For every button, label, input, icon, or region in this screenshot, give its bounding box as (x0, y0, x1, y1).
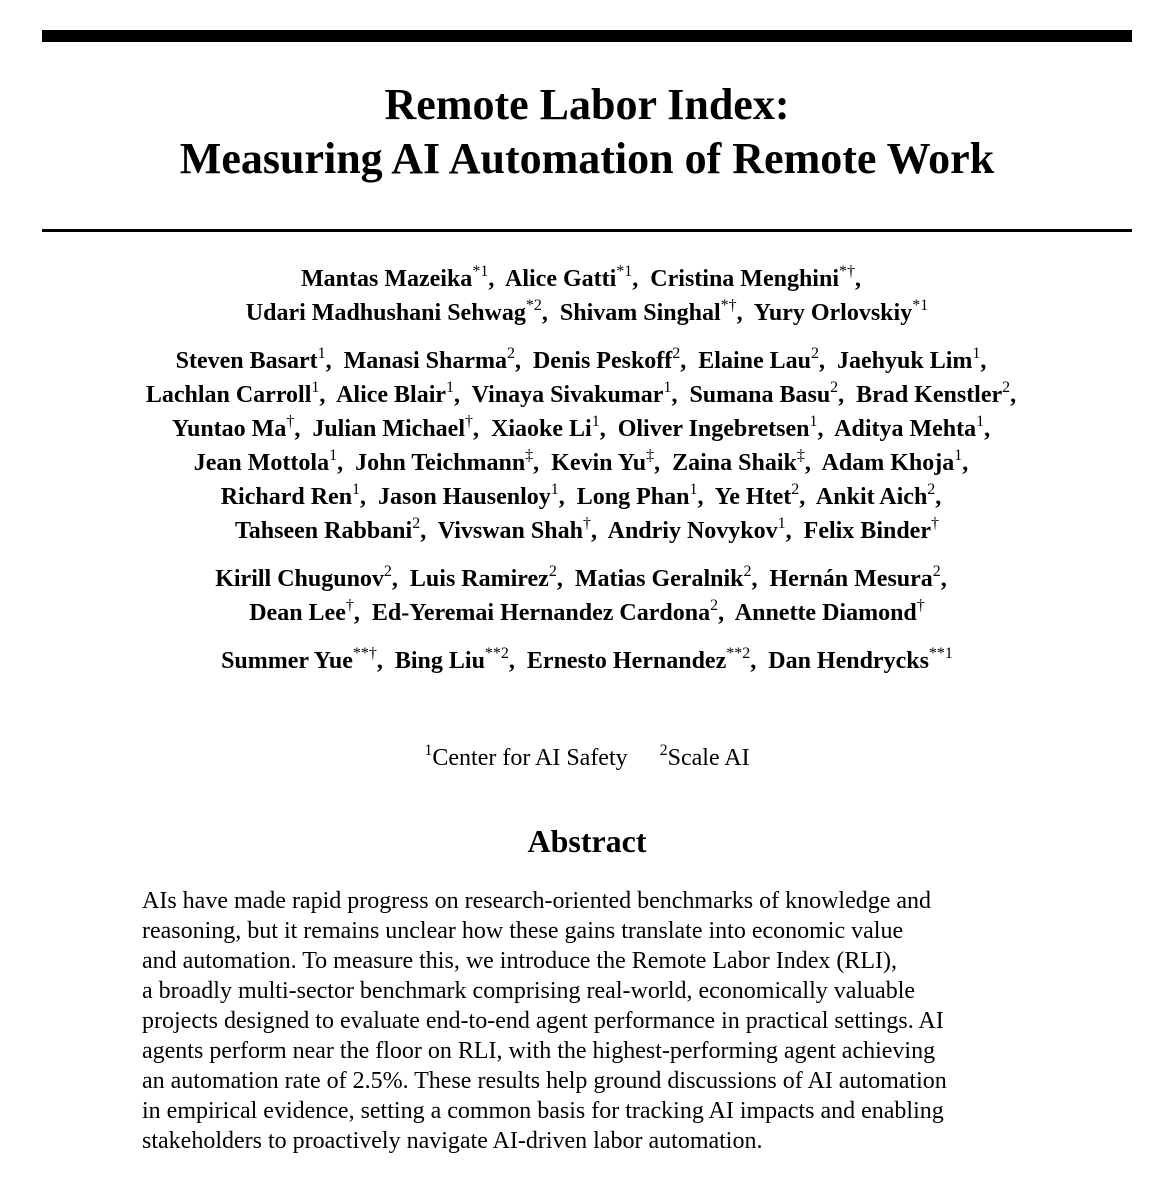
author-name: Alice Blair (336, 382, 447, 408)
author-affiliation-mark: 2 (548, 563, 557, 580)
author-separator: , (962, 450, 981, 476)
author-name: Elaine Lau (698, 348, 811, 374)
author (394, 645, 509, 674)
author (471, 379, 672, 408)
author-separator: , (799, 484, 816, 510)
title-rule (42, 229, 1132, 232)
author-affiliation-mark: **1 (928, 645, 953, 662)
affiliation-mark: 2 (659, 742, 668, 759)
author (220, 481, 361, 510)
author-affiliation-mark: 1 (317, 345, 326, 362)
author-separator: , (680, 348, 699, 374)
author-affiliation-mark: 2 (710, 597, 719, 614)
author-separator: , (817, 416, 835, 442)
author (245, 297, 542, 326)
author (355, 447, 534, 476)
author-name: Jean Mottola (193, 450, 330, 476)
affiliation-name: Center for AI Safety (432, 745, 628, 771)
author-name: Lachlan Carroll (145, 382, 312, 408)
author-separator: , (473, 416, 491, 442)
author-affiliation-mark: *1 (616, 263, 633, 280)
author (505, 263, 633, 292)
author-name: Shivam Singhal (559, 300, 721, 326)
author-affiliation-mark: † (345, 597, 354, 614)
author-affiliation-mark: ‡ (646, 447, 655, 464)
author (714, 481, 800, 510)
abstract-line: projects designed to evaluate end-to-end agent performance in practical settings. AI (142, 1008, 944, 1034)
author-separator: , (533, 450, 552, 476)
author (803, 515, 939, 544)
author-name: Vivswan Shah (437, 518, 583, 544)
author-name: Matias Geralnik (574, 566, 744, 592)
author-affiliation-mark: † (582, 515, 591, 532)
author-name: Kevin Yu (551, 450, 647, 476)
author (249, 597, 354, 626)
author-separator: , (697, 484, 715, 510)
author-name: Richard Ren (220, 484, 353, 510)
author-separator: , (319, 382, 337, 408)
author-name: Ed-Yeremai Hernandez Cardona (371, 600, 711, 626)
author-separator: , (376, 648, 395, 674)
author-affiliation-mark: 1 (972, 345, 981, 362)
author-name: Adam Khoja (821, 450, 955, 476)
author (672, 447, 805, 476)
author-name: Brad Kenstler (856, 382, 1003, 408)
author-name: Cristina Menghini (650, 266, 839, 292)
author (193, 447, 338, 476)
author (491, 413, 600, 442)
author-name: Yuntao Ma (171, 416, 287, 442)
author-affiliation-mark: 2 (672, 345, 681, 362)
author-affiliation-mark: 2 (791, 481, 800, 498)
author-affiliation-mark: *† (838, 263, 855, 280)
abstract-line: an automation rate of 2.5%. These results help ground discussions of AI automation (142, 1068, 947, 1094)
author (856, 379, 1011, 408)
author-name: Ankit Aich (815, 484, 928, 510)
author (821, 447, 963, 476)
author-name: Jason Hausenloy (378, 484, 551, 510)
author-separator: , (838, 382, 857, 408)
abstract-line: AIs have made rapid progress on research-oriented benchmarks of knowledge and (142, 888, 932, 914)
author-affiliation-mark: † (465, 413, 473, 430)
author-name: Xiaoke Li (491, 416, 592, 442)
author-name: Alice Gatti (505, 266, 617, 292)
author-name: Julian Michael (312, 416, 465, 442)
author-separator: , (819, 348, 837, 374)
author-separator: , (420, 518, 438, 544)
author-name: Andriy Novykov (607, 518, 778, 544)
affiliation (659, 742, 750, 771)
author-affiliation-mark: *1 (472, 263, 489, 280)
author-separator: , (337, 450, 356, 476)
author-affiliation-mark: 1 (352, 481, 361, 498)
author (215, 563, 392, 592)
author-name: Vinaya Sivakumar (471, 382, 664, 408)
author-separator: , (590, 518, 608, 544)
author-separator: , (854, 266, 873, 292)
author-affiliation-mark: *1 (912, 297, 929, 314)
author-line (0, 344, 1174, 378)
author-affiliation-mark: *2 (525, 297, 542, 314)
author (650, 263, 855, 292)
author-name: Dean Lee (249, 600, 346, 626)
author (607, 515, 786, 544)
title-line-1: Remote Labor Index: (384, 80, 790, 129)
author-name: Oliver Ingebretsen (617, 416, 810, 442)
author (526, 645, 751, 674)
author-affiliation-mark: 2 (932, 563, 941, 580)
author (617, 413, 818, 442)
author-line (0, 644, 1174, 678)
author-separator: , (654, 450, 673, 476)
author-affiliation-mark: 1 (689, 481, 698, 498)
author (532, 345, 681, 374)
author-affiliation-mark: 1 (550, 481, 559, 498)
author (559, 297, 737, 326)
author-name: Dan Hendrycks (768, 648, 929, 674)
author (235, 515, 421, 544)
author-separator: , (325, 348, 344, 374)
author (145, 379, 320, 408)
author-name: Ernesto Hernandez (526, 648, 727, 674)
author-name: Bing Liu (394, 648, 485, 674)
author (576, 481, 698, 510)
paper-title (0, 78, 1174, 186)
author-name: Mantas Mazeika (301, 266, 473, 292)
author-line (0, 514, 1174, 548)
author-line (0, 446, 1174, 480)
author-name: Jaehyuk Lim (837, 348, 973, 374)
author (371, 597, 719, 626)
author (301, 263, 489, 292)
author (378, 481, 559, 510)
abstract-line: a broadly multi-sector benchmark comprising real-world, economically valuable (142, 978, 916, 1004)
abstract-line: stakeholders to proactively navigate AI-driven labor automation. (142, 1128, 763, 1154)
author-affiliation-mark: 1 (663, 379, 672, 396)
author-affiliation-mark: 1 (777, 515, 786, 532)
author (834, 413, 985, 442)
author (734, 597, 925, 626)
author-separator: , (984, 416, 1003, 442)
author (768, 645, 953, 674)
author-affiliation-mark: 2 (811, 345, 819, 362)
author (312, 413, 473, 442)
author-line (0, 480, 1174, 514)
author-name: Long Phan (576, 484, 690, 510)
author-name: Summer Yue (221, 648, 353, 674)
author-block (0, 262, 1174, 692)
author-name: Zaina Shaik (672, 450, 797, 476)
author-group (0, 344, 1174, 548)
author-separator: , (804, 450, 822, 476)
author-line (0, 378, 1174, 412)
author-name: Felix Binder (803, 518, 931, 544)
author-name: Tahseen Rabbani (235, 518, 413, 544)
author-separator: , (508, 648, 527, 674)
author-affiliation-mark: 2 (506, 345, 515, 362)
author-name: Denis Peskoff (532, 348, 673, 374)
author-affiliation-mark: 1 (976, 413, 985, 430)
author-name: Ye Htet (714, 484, 792, 510)
author-separator: , (558, 484, 577, 510)
author-affiliation-mark: 2 (383, 563, 392, 580)
author-separator: , (353, 600, 372, 626)
title-line-2: Measuring AI Automation of Remote Work (179, 134, 995, 183)
author-separator: , (935, 484, 954, 510)
author-line (0, 562, 1174, 596)
author-separator: , (1010, 382, 1029, 408)
author (837, 345, 981, 374)
author-name: John Teichmann (355, 450, 526, 476)
affiliation (424, 742, 628, 771)
author (171, 413, 295, 442)
author-affiliation-mark: **2 (484, 645, 509, 662)
author-affiliation-mark: 1 (809, 413, 818, 430)
author-line (0, 412, 1174, 446)
author-affiliation-mark: **2 (726, 645, 751, 662)
author (409, 563, 557, 592)
author (437, 515, 591, 544)
author-affiliation-mark: ‡ (525, 447, 534, 464)
author-affiliation-mark: 1 (446, 379, 455, 396)
abstract-line: reasoning, but it remains unclear how these gains translate into economic value (142, 918, 904, 944)
author-separator: , (940, 566, 959, 592)
author (343, 345, 515, 374)
author-affiliation-mark: 1 (591, 413, 600, 430)
author (336, 379, 455, 408)
author (753, 297, 929, 326)
author (221, 645, 377, 674)
abstract-line: in empirical evidence, setting a common basis for tracking AI impacts and enabling (142, 1098, 944, 1124)
author-separator: , (556, 566, 575, 592)
author-name: Hernán Mesura (769, 566, 933, 592)
author-separator: , (785, 518, 804, 544)
author-group (0, 262, 1174, 330)
abstract-body (142, 886, 1042, 1156)
author-name: Aditya Mehta (834, 416, 977, 442)
affiliation-mark: 1 (424, 742, 433, 759)
author-line (0, 596, 1174, 630)
author-separator: , (391, 566, 410, 592)
author-affiliation-mark: 2 (830, 379, 839, 396)
author-name: Kirill Chugunov (215, 566, 384, 592)
author-separator: , (454, 382, 472, 408)
author-separator: , (360, 484, 379, 510)
author-affiliation-mark: **† (352, 645, 377, 662)
author-affiliation-mark: *† (720, 297, 737, 314)
author-separator: , (736, 300, 754, 326)
affiliation-name: Scale AI (667, 745, 750, 771)
author-separator: , (599, 416, 618, 442)
author-affiliation-mark: 2 (412, 515, 421, 532)
author (175, 345, 326, 374)
author (769, 563, 941, 592)
author-name: Steven Basart (175, 348, 318, 374)
author (551, 447, 655, 476)
author-group (0, 562, 1174, 630)
author-affiliation-mark: ‡ (796, 447, 805, 464)
author-separator: , (980, 348, 999, 374)
author-separator: , (514, 348, 533, 374)
author-affiliation-mark: 2 (743, 563, 752, 580)
author-separator: , (541, 300, 560, 326)
author-name: Manasi Sharma (343, 348, 507, 374)
author-name: Luis Ramirez (409, 566, 549, 592)
author-separator: , (294, 416, 313, 442)
author-name: Annette Diamond (734, 600, 917, 626)
author-separator: , (751, 566, 770, 592)
top-rule (42, 30, 1132, 42)
author-affiliation-mark: 2 (1002, 379, 1011, 396)
author (689, 379, 839, 408)
author-affiliation-mark: † (916, 597, 925, 614)
author-line (0, 262, 1174, 296)
author-group (0, 644, 1174, 678)
author-affiliation-mark: † (286, 413, 295, 430)
abstract-heading: Abstract (527, 823, 647, 859)
author (574, 563, 752, 592)
author-name: Yury Orlovskiy (753, 300, 913, 326)
author-separator: , (488, 266, 505, 292)
author-line (0, 296, 1174, 330)
author-name: Sumana Basu (689, 382, 831, 408)
author (815, 481, 936, 510)
author (698, 345, 819, 374)
author-separator: , (671, 382, 690, 408)
author-affiliation-mark: † (930, 515, 939, 532)
author-affiliation-mark: 1 (954, 447, 963, 464)
abstract-line: and automation. To measure this, we introduce the Remote Labor Index (RLI), (142, 948, 897, 974)
author-separator: , (750, 648, 769, 674)
author-affiliation-mark: 2 (927, 481, 936, 498)
author-separator: , (632, 266, 651, 292)
author-name: Udari Madhushani Sehwag (245, 300, 526, 326)
author-affiliation-mark: 1 (329, 447, 338, 464)
author-affiliation-mark: 1 (311, 379, 320, 396)
affiliations (0, 741, 1174, 775)
abstract-line: agents perform near the floor on RLI, with the highest-performing agent achieving (142, 1038, 936, 1064)
author-separator: , (718, 600, 735, 626)
